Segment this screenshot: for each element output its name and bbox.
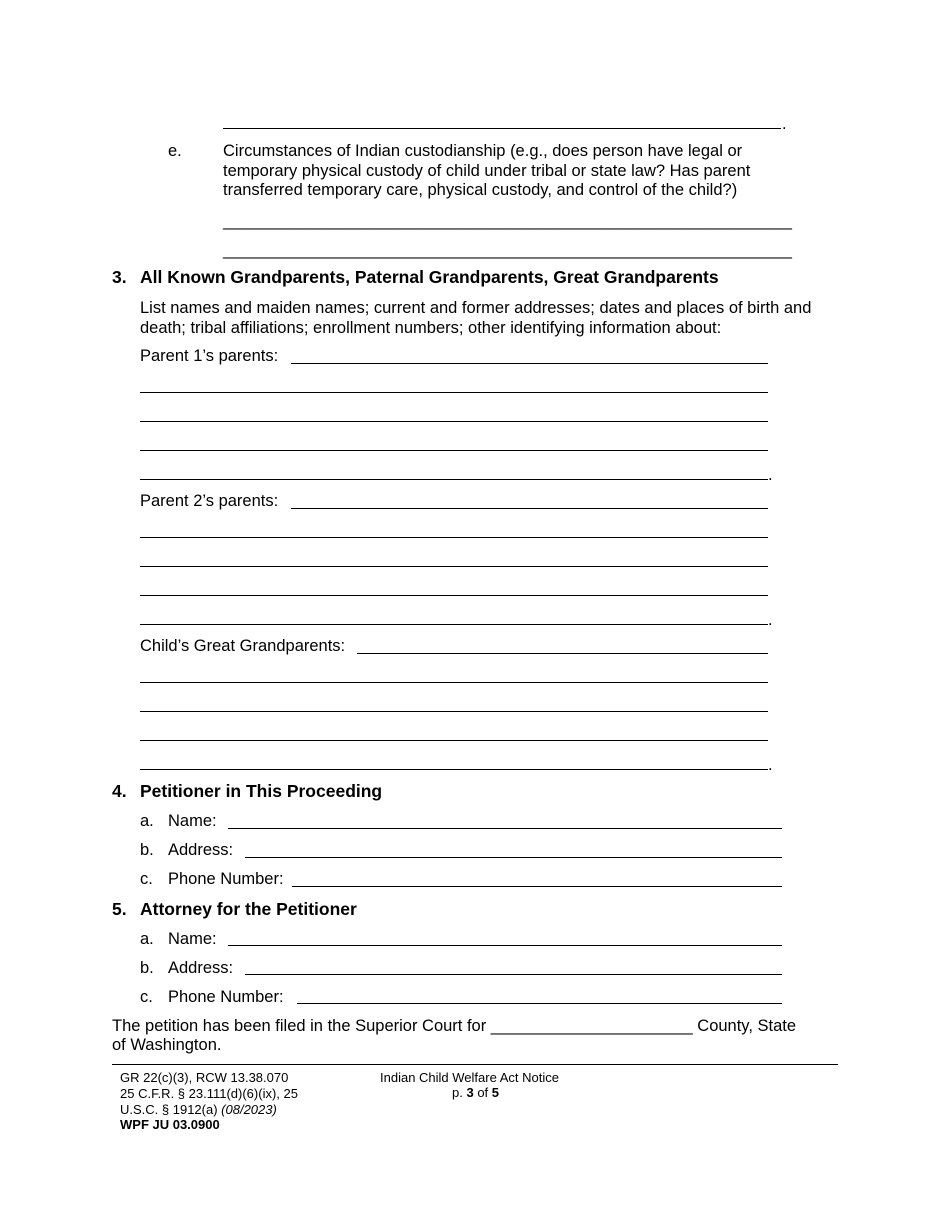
attorney-phone-label: Phone Number: [168, 988, 284, 1006]
item-e-blank-line-2[interactable]: ______________________________________________________________ [223, 241, 792, 259]
footer-revision-date: (08/2023) [221, 1102, 277, 1117]
petitioner-name-field[interactable] [228, 828, 782, 829]
period-mark: . [768, 466, 773, 484]
section-3-number: 3. [112, 267, 127, 287]
parent-1-line-2[interactable] [140, 392, 768, 393]
parent-1-line-3[interactable] [140, 421, 768, 422]
item-e-letter: e. [168, 142, 182, 160]
page-current: 3 [466, 1085, 474, 1100]
great-grandparents-line-3[interactable] [140, 711, 768, 712]
attorney-name-field[interactable] [228, 945, 782, 946]
petitioner-phone-field[interactable] [292, 886, 782, 887]
footer-form-number: WPF JU 03.0900 [120, 1117, 220, 1132]
footer-citation-line-1: GR 22(c)(3), RCW 13.38.070 [120, 1070, 289, 1085]
item-e-text-line-3: transferred temporary care, physical custody, and control of the child?) [223, 181, 738, 199]
page-total: 5 [491, 1085, 500, 1100]
attorney-name-letter: a. [140, 930, 154, 948]
prior-item-answer-line[interactable] [223, 128, 781, 129]
parent-1-line-5[interactable] [140, 479, 768, 480]
section-3-title: All Known Grandparents, Paternal Grandparents, Great Grandparents [140, 267, 719, 287]
footer-citation-line-2: 25 C.F.R. § 23.111(d)(6)(ix), 25 [120, 1086, 298, 1101]
parent-2-line-5[interactable] [140, 624, 768, 625]
attorney-phone-letter: c. [140, 988, 153, 1006]
parent-2-line-2[interactable] [140, 537, 768, 538]
page-prefix: p. [452, 1085, 463, 1100]
footer-citation-statute: U.S.C. § 1912(a) [120, 1102, 218, 1117]
attorney-address-letter: b. [140, 959, 154, 977]
parent-2-line-1[interactable] [291, 508, 768, 509]
filing-statement-line-2: of Washington. [112, 1036, 222, 1054]
parent-2-line-4[interactable] [140, 595, 768, 596]
petitioner-name-letter: a. [140, 812, 154, 830]
parent-2-label: Parent 2’s parents: [140, 492, 279, 510]
great-grandparents-line-5[interactable] [140, 769, 768, 770]
page-of: of [477, 1085, 489, 1100]
parent-2-line-3[interactable] [140, 566, 768, 567]
section-5-number: 5. [112, 899, 127, 919]
great-grandparents-line-2[interactable] [140, 682, 768, 683]
attorney-address-label: Address: [168, 959, 234, 977]
section-3-instructions-line-1: List names and maiden names; current and former addresses; dates and places of birth and [140, 299, 812, 317]
section-4-number: 4. [112, 781, 127, 801]
petitioner-phone-label: Phone Number: [168, 870, 284, 888]
footer-divider [112, 1064, 838, 1065]
footer-document-title: Indian Child Welfare Act Notice [380, 1070, 559, 1085]
parent-1-line-4[interactable] [140, 450, 768, 451]
parent-1-line-1[interactable] [291, 363, 768, 364]
great-grandparents-line-4[interactable] [140, 740, 768, 741]
section-5-title: Attorney for the Petitioner [140, 899, 357, 919]
item-e-text-line-2: temporary physical custody of child under tribal or state law? Has parent [223, 162, 751, 180]
filing-statement-line-1: The petition has been filed in the Superior Court for ______________________ County, State [112, 1017, 797, 1035]
item-e-blank-line-1[interactable]: ______________________________________________________________ [223, 212, 792, 230]
petitioner-name-label: Name: [168, 812, 217, 830]
parent-1-label: Parent 1’s parents: [140, 347, 279, 365]
item-e-text-line-1: Circumstances of Indian custodianship (e.g., does person have legal or [223, 142, 743, 160]
attorney-phone-field[interactable] [297, 1003, 782, 1004]
great-grandparents-label: Child’s Great Grandparents: [140, 637, 346, 655]
period-mark: . [768, 756, 773, 774]
petitioner-address-field[interactable] [245, 857, 782, 858]
attorney-name-label: Name: [168, 930, 217, 948]
attorney-address-field[interactable] [245, 974, 782, 975]
petitioner-address-letter: b. [140, 841, 154, 859]
period-mark: . [768, 611, 773, 629]
great-grandparents-line-1[interactable] [357, 653, 768, 654]
section-4-title: Petitioner in This Proceeding [140, 781, 383, 801]
petitioner-phone-letter: c. [140, 870, 153, 888]
footer-citation-line-3 [120, 1102, 277, 1118]
section-3-instructions-line-2: death; tribal affiliations; enrollment numbers; other identifying information about: [140, 319, 722, 337]
petitioner-address-label: Address: [168, 841, 234, 859]
footer-page-number [452, 1085, 499, 1101]
period-mark: . [782, 115, 787, 133]
